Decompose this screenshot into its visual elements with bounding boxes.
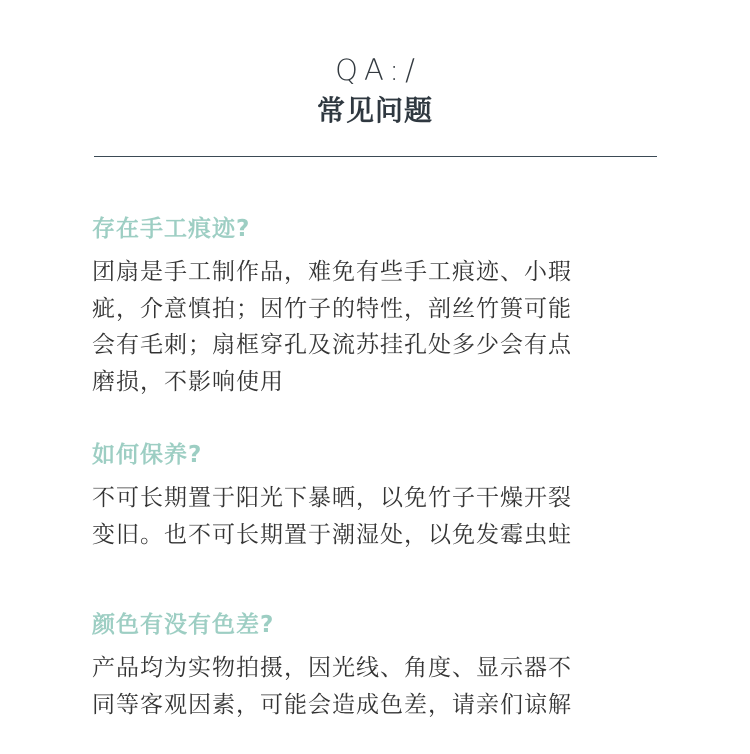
faq-answer-line: 疵，介意慎拍；因竹子的特性，剖丝竹篑可能 — [92, 295, 572, 322]
header-divider — [94, 156, 657, 157]
faq-question: 颜色有没有色差? — [92, 612, 275, 638]
faq-answer — [92, 254, 612, 400]
page-title: 常见问题 — [316, 94, 433, 127]
qa-label: QA:/ — [335, 53, 421, 87]
faq-item-maintenance — [92, 438, 612, 553]
faq-answer-line: 磨损，不影响使用 — [92, 368, 284, 395]
faq-header — [0, 50, 750, 130]
faq-answer-line: 团扇是手工制作品，难免有些手工痕迹、小瑕 — [92, 259, 572, 285]
faq-answer — [92, 480, 612, 553]
faq-answer-line: 不可长期置于阳光下暴晒，以免竹子干燥开裂 — [92, 485, 572, 511]
faq-answer-line: 会有毛刺；扇框穿孔及流苏挂孔处多少会有点 — [92, 332, 572, 358]
faq-answer — [92, 650, 612, 723]
faq-question: 存在手工痕迹? — [92, 216, 251, 242]
faq-item-handmade-marks — [92, 212, 612, 400]
faq-answer-line: 同等客观因素，可能会造成色差，请亲们谅解 — [92, 691, 572, 718]
faq-answer-line: 变旧。也不可长期置于潮湿处，以免发霉虫蛀 — [92, 521, 572, 548]
faq-answer-line: 产品均为实物拍摄，因光线、角度、显示器不 — [92, 655, 572, 681]
faq-question: 如何保养? — [92, 442, 203, 468]
faq-item-color-difference — [92, 608, 612, 723]
